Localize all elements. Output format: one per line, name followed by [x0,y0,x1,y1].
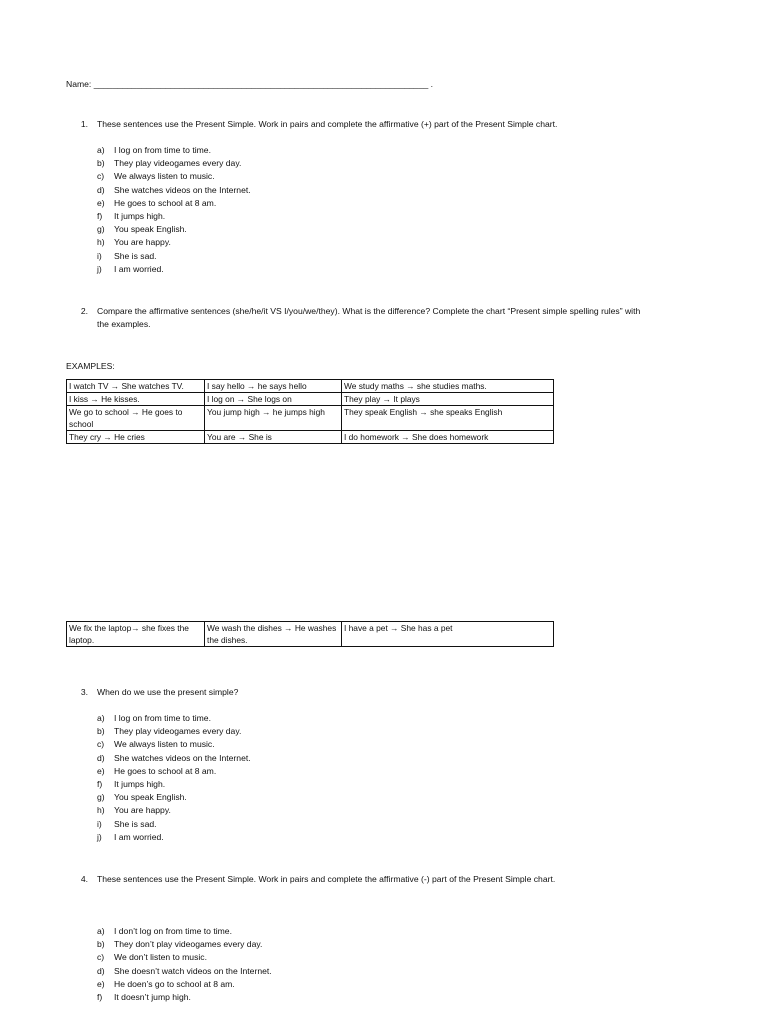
list-item-letter: e) [97,197,105,208]
table-cell: I say hello → he says hello [205,380,342,393]
table-cell: We go to school → He goes to school [67,406,205,431]
table-cell: We study maths → she studies maths. [342,380,554,393]
section-1-number: 1. [80,119,88,129]
list-item-text: It jumps high. [114,210,166,221]
section-2-instruction-line1: Compare the affirmative sentences (she/he/it VS I/you/we/they). What is the difference? Complete the chart “Present simple spelling rules” with [97,306,641,316]
table-cell: You are → She is [205,431,342,444]
table-cell: You jump high → he jumps high [205,406,342,431]
list-item-text: We always listen to music. [114,739,215,750]
list-item-letter: e) [97,765,105,776]
table-cell: We wash the dishes → He washes the dishes. [205,622,342,647]
list-item-letter: g) [97,224,105,235]
table-row [67,622,554,647]
list-item-letter: d) [97,752,105,763]
table-cell: I do homework → She does homework [342,431,554,444]
list-item-text: I log on from time to time. [114,713,211,723]
section-3-instruction: When do we use the present simple? [97,687,239,697]
list-item-text: They play videogames every day. [114,158,242,169]
section-1-instruction: These sentences use the Present Simple. Work in pairs and complete the affirmative (+) part of the Present Simple chart. [97,119,558,129]
list-item-text: You speak English. [114,224,187,235]
list-item-text: You are happy. [114,237,171,248]
list-item-text: They play videogames every day. [114,726,242,737]
list-item-letter: c) [97,952,105,963]
section-4-instruction: These sentences use the Present Simple. Work in pairs and complete the affirmative (-) part of the Present Simple chart. [97,874,556,884]
list-item-text: I don’t log on from time to time. [114,926,232,936]
table-cell: They play → It plays [342,393,554,406]
list-item-text: I am worried. [114,831,164,842]
list-item-letter: i) [97,250,102,261]
table-cell: I watch TV → She watches TV. [67,380,205,393]
list-item-letter: b) [97,939,105,950]
list-item-letter: a) [97,926,105,936]
examples-label: EXAMPLES: [66,361,115,371]
section-4-number: 4. [80,874,88,884]
table-row [67,393,554,406]
list-item-text: They don’t play videogames every day. [114,939,263,950]
table-cell: I log on → She logs on [205,393,342,406]
list-item-text: She is sad. [114,818,157,829]
list-item-text: You speak English. [114,792,187,803]
list-item-letter: h) [97,805,105,816]
list-item-letter: e) [97,978,105,989]
list-item-letter: b) [97,726,105,737]
list-item-letter: i) [97,818,102,829]
list-item-text: He goes to school at 8 am. [114,765,217,776]
list-item-letter: c) [97,739,105,750]
table-cell: We fix the laptop→ she fixes the laptop. [67,622,205,647]
list-item-letter: h) [97,237,105,248]
list-item-text: She doesn’t watch videos on the Internet. [114,965,272,976]
list-item-text: She watches videos on the Internet. [114,752,251,763]
list-item-text: She is sad. [114,250,157,261]
table-cell: I have a pet → She has a pet [342,622,554,647]
list-item-letter: a) [97,713,105,723]
list-item-text: We don’t listen to music. [114,952,207,963]
section-2-number: 2. [80,306,88,316]
table-row [67,406,554,431]
list-item-text: I log on from time to time. [114,145,211,155]
list-item-text: He doen’s go to school at 8 am. [114,978,235,989]
examples-table [66,379,554,444]
list-item-letter: f) [97,778,103,789]
list-item-letter: j) [97,831,102,842]
section-3-number: 3. [80,687,88,697]
table-row [67,380,554,393]
extra-examples-table [66,621,554,647]
list-item-letter: c) [97,171,105,182]
list-item-text: We always listen to music. [114,171,215,182]
list-item-text: It jumps high. [114,778,166,789]
list-item-letter: d) [97,184,105,195]
list-item-letter: f) [97,210,103,221]
list-item-text: I am worried. [114,263,164,274]
list-item-text: You are happy. [114,805,171,816]
list-item-letter: a) [97,145,105,155]
list-item-text: She watches videos on the Internet. [114,184,251,195]
table-row [67,431,554,444]
list-item-letter: b) [97,158,105,169]
list-item-letter: f) [97,991,103,1002]
table-cell: They cry → He cries [67,431,205,444]
list-item-letter: d) [97,965,105,976]
name-line: Name: ______________________________________________________________________ . [66,79,434,89]
list-item-text: He goes to school at 8 am. [114,197,217,208]
list-item-letter: j) [97,263,102,274]
table-cell: They speak English → she speaks English [342,406,554,431]
table-cell: I kiss → He kisses. [67,393,205,406]
list-item-letter: g) [97,792,105,803]
list-item-text: It doesn’t jump high. [114,991,191,1002]
section-2-instruction-line2: the examples. [97,319,151,329]
